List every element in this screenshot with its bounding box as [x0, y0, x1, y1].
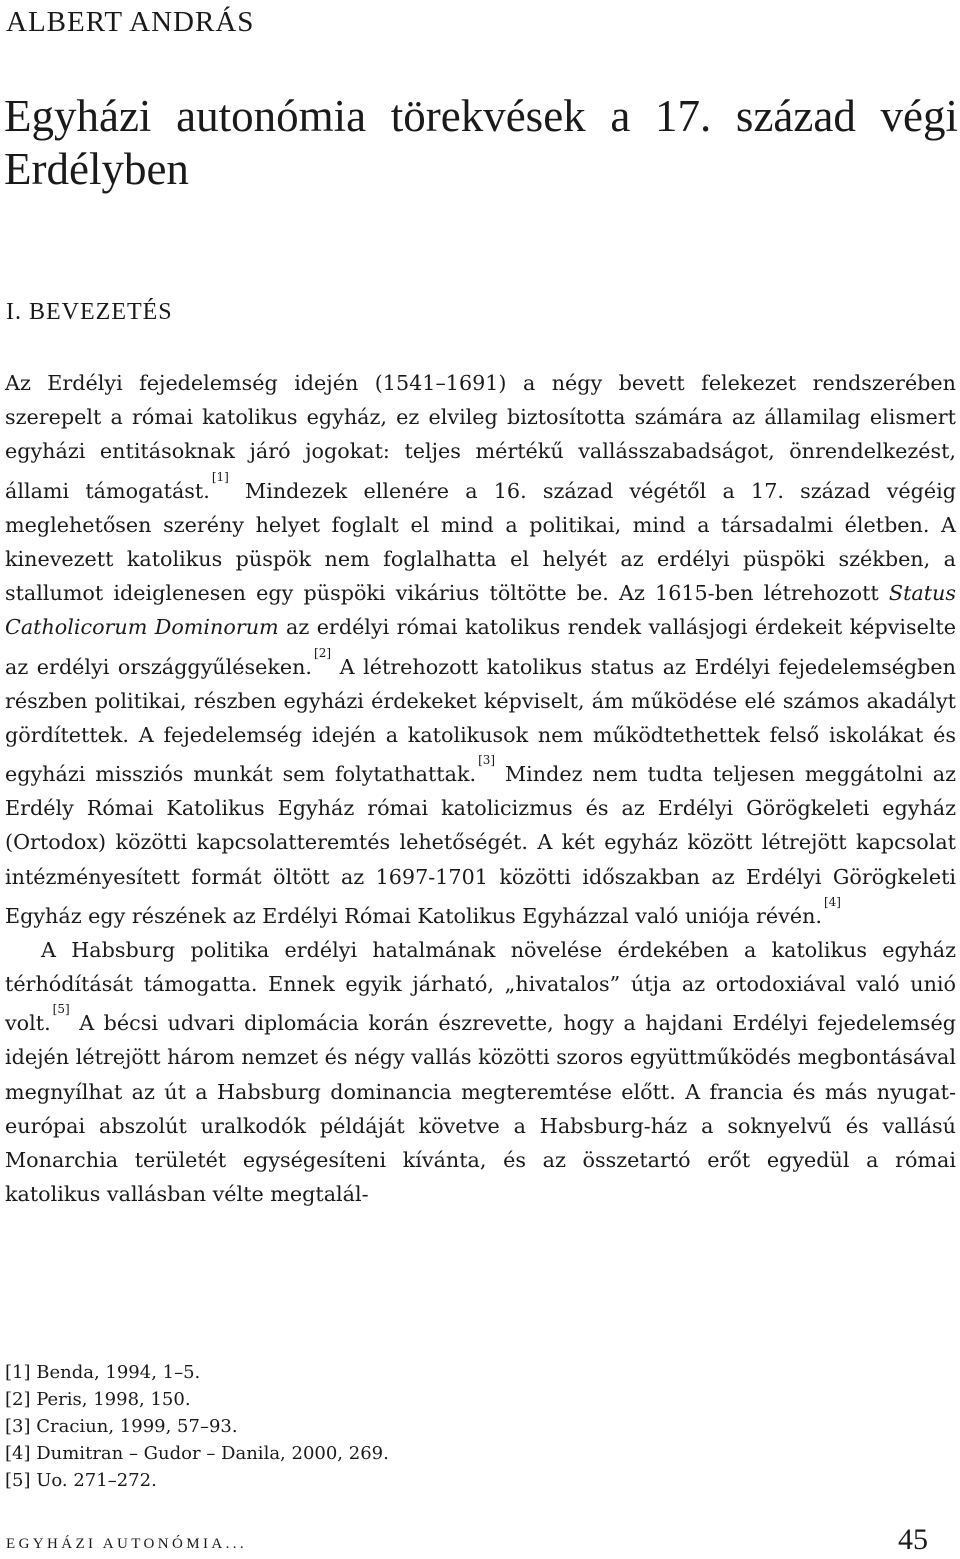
paragraph-1 — [5, 366, 956, 933]
latin-term: Status Catholicorum Dominorum — [5, 581, 956, 640]
footnotes — [5, 1359, 389, 1494]
paragraph-2 — [5, 933, 956, 1212]
footnote-item: [1] Benda, 1994, 1–5. — [5, 1362, 201, 1383]
footnote-item: [2] Peris, 1998, 150. — [5, 1389, 191, 1410]
footnote-ref-5: [5] — [52, 1002, 70, 1017]
footnote-ref-2: [2] — [314, 645, 332, 660]
footnote-ref-3: [3] — [478, 753, 496, 768]
section-heading: I. BEVEZETÉS — [6, 299, 173, 325]
footnote-ref-1: [1] — [211, 469, 229, 484]
footnote-item: [5] Uo. 271–272. — [5, 1470, 157, 1491]
text-run: A létrehozott katolikus status az Erdélyi fejedelemségben részben politikai, részben egyházi érdekeket képviselt, ám működése elé számos akadályt gördítettek. A fejedelemség idején a katolikusok nem működtethettek felső iskolákat és egyházi missziós munkát sem folytathattak. — [5, 654, 956, 786]
text-run: Az Erdélyi fejedelemség idején (1541–1691) a négy bevett felekezet rendszerében szerepelt a római katolikus egyház, ez elvileg biztosította számára az államilag elismert egyházi entitásoknak járó jogokat: teljes mértékű vallásszabadságot, önrendelkezést, állami támogatást. — [5, 371, 956, 503]
text-run: Mindezek ellenére a 16. század végétől a 17. század végéig meglehetősen szerény helyet foglalt el mind a politikai, mind a társadalmi életben. A kinevezett katolikus püspök nem foglalhatta el helyét az erdélyi püspöki székben, a stallumot ideiglenesen egy püspöki vikárius töltötte be. Az 1615-ben létrehozott — [5, 478, 956, 606]
article-body — [5, 366, 956, 1211]
author-name: ALBERT ANDRÁS — [6, 6, 255, 38]
footnote-item: [3] Craciun, 1999, 57–93. — [5, 1416, 238, 1437]
page-number: 45 — [898, 1523, 928, 1556]
article-title: Egyházi autonómia törekvések a 17. század végi Erdélyben — [4, 91, 958, 194]
footnote-ref-4: [4] — [823, 894, 841, 909]
footnote-item: [4] Dumitran – Gudor – Danila, 2000, 269. — [5, 1443, 389, 1464]
text-run: Mindez nem tudta teljesen meggátolni az Erdély Római Katolikus Egyház római katolicizmus és az Erdélyi Görögkeleti egyház (Ortodox) közötti kapcsolatteremtés lehetőségét. A két egyház között létrejött kapcsolat intézményesített formát öltött az 1697-1701 közötti időszakban az Erdélyi Görögkeleti Egyház egy részének az Erdélyi Római Katolikus Egyházzal való uniója révén. — [5, 761, 956, 928]
text-run: A bécsi udvari diplomácia korán észrevette, hogy a hajdani Erdélyi fejedelemség idején létrejött három nemzet és négy vallás közötti szoros együttműködés megbontásával megnyílhat az út a Habsburg dominancia megteremtése előtt. A francia és más nyugat-európai abszolút uralkodók példáját követve a Habsburg-ház a soknyelvű és vallású Monarchia területét egységesíteni kívánta, és az összetartó erőt egyedül a római katolikus vallásban vélte megtalál- — [5, 1011, 956, 1207]
text-run: A Habsburg politika erdélyi hatalmának növelése érdekében a katolikus egyház térhódítását támogatta. Ennek egyik járható, „hivatalos” útja az ortodoxiával való unió volt. — [5, 937, 956, 1036]
running-footer: EGYHÁZI AUTONÓMIA... — [6, 1536, 248, 1552]
text-run: az erdélyi római katolikus rendek vallásjogi érdekeit képviselte az erdélyi országgyűléseken. — [5, 615, 956, 679]
